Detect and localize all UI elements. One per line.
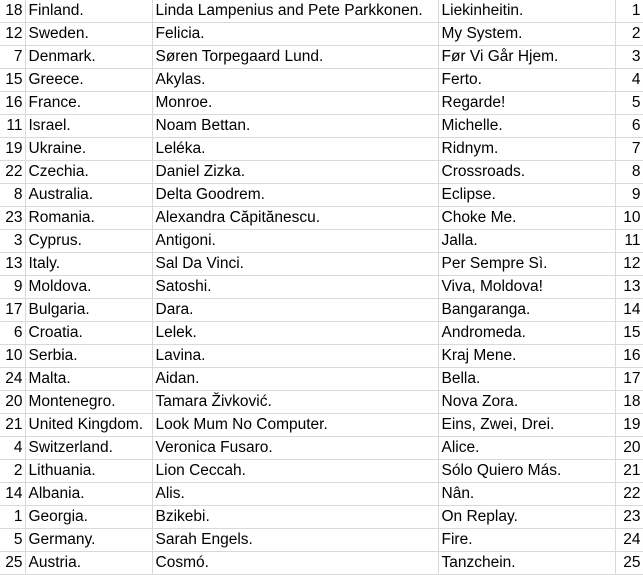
table-row [0,184,643,207]
cell-entry-number[interactable]: 3 [0,230,25,253]
cell-rank[interactable]: 16 [615,345,643,368]
cell-rank[interactable]: 4 [615,69,643,92]
cell-artist[interactable]: Bzikebi. [152,506,438,529]
cell-artist[interactable]: Noam Bettan. [152,115,438,138]
table-row [0,46,643,69]
table-row [0,92,643,115]
table-row [0,253,643,276]
cell-artist[interactable]: Antigoni. [152,230,438,253]
table-row [0,483,643,506]
cell-entry-number[interactable]: 12 [0,23,25,46]
cell-country[interactable]: Israel. [25,115,152,138]
cell-rank[interactable]: 22 [615,483,643,506]
cell-song[interactable]: Sólo Quiero Más. [438,460,615,483]
cell-entry-number[interactable]: 24 [0,368,25,391]
cell-rank[interactable]: 20 [615,437,643,460]
cell-country[interactable]: Italy. [25,253,152,276]
cell-entry-number[interactable]: 4 [0,437,25,460]
cell-rank[interactable]: 14 [615,299,643,322]
table-row [0,207,643,230]
cell-entry-number[interactable]: 6 [0,322,25,345]
table-row [0,69,643,92]
cell-country[interactable]: Romania. [25,207,152,230]
cell-song[interactable]: Eclipse. [438,184,615,207]
cell-song[interactable]: Ferto. [438,69,615,92]
cell-artist[interactable]: Veronica Fusaro. [152,437,438,460]
cell-song[interactable]: Kraj Mene. [438,345,615,368]
cell-country[interactable]: Finland. [25,0,152,23]
cell-entry-number[interactable]: 25 [0,552,25,575]
cell-artist[interactable]: Satoshi. [152,276,438,299]
cell-entry-number[interactable]: 22 [0,161,25,184]
cell-country[interactable]: Croatia. [25,322,152,345]
table-row [0,529,643,552]
cell-song[interactable]: On Replay. [438,506,615,529]
cell-country[interactable]: Denmark. [25,46,152,69]
cell-country[interactable]: France. [25,92,152,115]
cell-country[interactable]: Malta. [25,368,152,391]
cell-artist[interactable]: Dara. [152,299,438,322]
table-row [0,437,643,460]
table-row [0,460,643,483]
cell-country[interactable]: Germany. [25,529,152,552]
cell-rank[interactable]: 12 [615,253,643,276]
cell-country[interactable]: Ukraine. [25,138,152,161]
cell-country[interactable]: Switzerland. [25,437,152,460]
cell-artist[interactable]: Sarah Engels. [152,529,438,552]
cell-song[interactable]: Tanzchein. [438,552,615,575]
cell-country[interactable]: Georgia. [25,506,152,529]
cell-song[interactable]: Bangaranga. [438,299,615,322]
cell-entry-number[interactable]: 8 [0,184,25,207]
cell-entry-number[interactable]: 7 [0,46,25,69]
cell-country[interactable]: Greece. [25,69,152,92]
table-row [0,161,643,184]
cell-entry-number[interactable]: 17 [0,299,25,322]
cell-song[interactable]: Før Vi Går Hjem. [438,46,615,69]
cell-rank[interactable]: 10 [615,207,643,230]
cell-country[interactable]: Austria. [25,552,152,575]
cell-country[interactable]: Australia. [25,184,152,207]
table-row [0,230,643,253]
cell-country[interactable]: Moldova. [25,276,152,299]
cell-rank[interactable]: 3 [615,46,643,69]
cell-song[interactable]: My System. [438,23,615,46]
cell-country[interactable]: Bulgaria. [25,299,152,322]
cell-artist[interactable]: Lavina. [152,345,438,368]
cell-rank[interactable]: 9 [615,184,643,207]
cell-artist[interactable]: Cosmó. [152,552,438,575]
cell-artist[interactable]: Felicia. [152,23,438,46]
cell-song[interactable]: Jalla. [438,230,615,253]
cell-artist[interactable]: Sal Da Vinci. [152,253,438,276]
cell-song[interactable]: Choke Me. [438,207,615,230]
cell-artist[interactable]: Lelek. [152,322,438,345]
cell-entry-number[interactable]: 1 [0,506,25,529]
cell-rank[interactable]: 25 [615,552,643,575]
cell-rank[interactable]: 2 [615,23,643,46]
cell-artist[interactable]: Akylas. [152,69,438,92]
cell-entry-number[interactable]: 18 [0,0,25,23]
cell-rank[interactable]: 17 [615,368,643,391]
cell-song[interactable]: Viva, Moldova! [438,276,615,299]
cell-entry-number[interactable]: 14 [0,483,25,506]
cell-entry-number[interactable]: 15 [0,69,25,92]
cell-country[interactable]: Montenegro. [25,391,152,414]
cell-entry-number[interactable]: 5 [0,529,25,552]
table-row [0,115,643,138]
cell-artist[interactable]: Alis. [152,483,438,506]
table-row [0,299,643,322]
cell-rank[interactable]: 21 [615,460,643,483]
cell-artist[interactable]: Alexandra Căpitănescu. [152,207,438,230]
cell-country[interactable]: Albania. [25,483,152,506]
cell-country[interactable]: United Kingdom. [25,414,152,437]
cell-song[interactable]: Nova Zora. [438,391,615,414]
table-row [0,0,643,23]
cell-entry-number[interactable]: 9 [0,276,25,299]
cell-entry-number[interactable]: 13 [0,253,25,276]
table-row [0,552,643,575]
table-row [0,322,643,345]
cell-song[interactable]: Crossroads. [438,161,615,184]
cell-artist[interactable]: Monroe. [152,92,438,115]
cell-rank[interactable]: 5 [615,92,643,115]
cell-artist[interactable]: Daniel Zizka. [152,161,438,184]
cell-song[interactable]: Ridnym. [438,138,615,161]
cell-rank[interactable]: 15 [615,322,643,345]
cell-entry-number[interactable]: 10 [0,345,25,368]
cell-rank[interactable]: 8 [615,161,643,184]
cell-artist[interactable]: Linda Lampenius and Pete Parkkonen. [152,0,438,23]
cell-entry-number[interactable]: 11 [0,115,25,138]
cell-country[interactable]: Czechia. [25,161,152,184]
table-row [0,23,643,46]
cell-rank[interactable]: 18 [615,391,643,414]
cell-entry-number[interactable]: 20 [0,391,25,414]
cell-artist[interactable]: Tamara Živković. [152,391,438,414]
cell-country[interactable]: Lithuania. [25,460,152,483]
cell-entry-number[interactable]: 19 [0,138,25,161]
cell-artist[interactable]: Lion Ceccah. [152,460,438,483]
cell-entry-number[interactable]: 16 [0,92,25,115]
cell-song[interactable]: Andromeda. [438,322,615,345]
table-row [0,368,643,391]
cell-artist[interactable]: Søren Torpegaard Lund. [152,46,438,69]
cell-song[interactable]: Regarde! [438,92,615,115]
cell-entry-number[interactable]: 21 [0,414,25,437]
cell-entry-number[interactable]: 23 [0,207,25,230]
cell-country[interactable]: Serbia. [25,345,152,368]
table-row [0,506,643,529]
cell-song[interactable]: Bella. [438,368,615,391]
table-row [0,391,643,414]
cell-song[interactable]: Eins, Zwei, Drei. [438,414,615,437]
cell-song[interactable]: Per Sempre Sì. [438,253,615,276]
cell-rank[interactable]: 6 [615,115,643,138]
cell-country[interactable]: Sweden. [25,23,152,46]
cell-song[interactable]: Alice. [438,437,615,460]
cell-rank[interactable]: 13 [615,276,643,299]
cell-entry-number[interactable]: 2 [0,460,25,483]
cell-song[interactable]: Nân. [438,483,615,506]
table-row [0,276,643,299]
cell-rank[interactable]: 24 [615,529,643,552]
table-row [0,345,643,368]
cell-artist[interactable]: Look Mum No Computer. [152,414,438,437]
cell-country[interactable]: Cyprus. [25,230,152,253]
cell-song[interactable]: Liekinheitin. [438,0,615,23]
cell-artist[interactable]: Aidan. [152,368,438,391]
cell-rank[interactable]: 23 [615,506,643,529]
cell-rank[interactable]: 19 [615,414,643,437]
cell-rank[interactable]: 1 [615,0,643,23]
cell-rank[interactable]: 11 [615,230,643,253]
cell-rank[interactable]: 7 [615,138,643,161]
cell-song[interactable]: Michelle. [438,115,615,138]
table-row [0,414,643,437]
cell-artist[interactable]: Leléka. [152,138,438,161]
cell-song[interactable]: Fire. [438,529,615,552]
table-row [0,138,643,161]
cell-artist[interactable]: Delta Goodrem. [152,184,438,207]
